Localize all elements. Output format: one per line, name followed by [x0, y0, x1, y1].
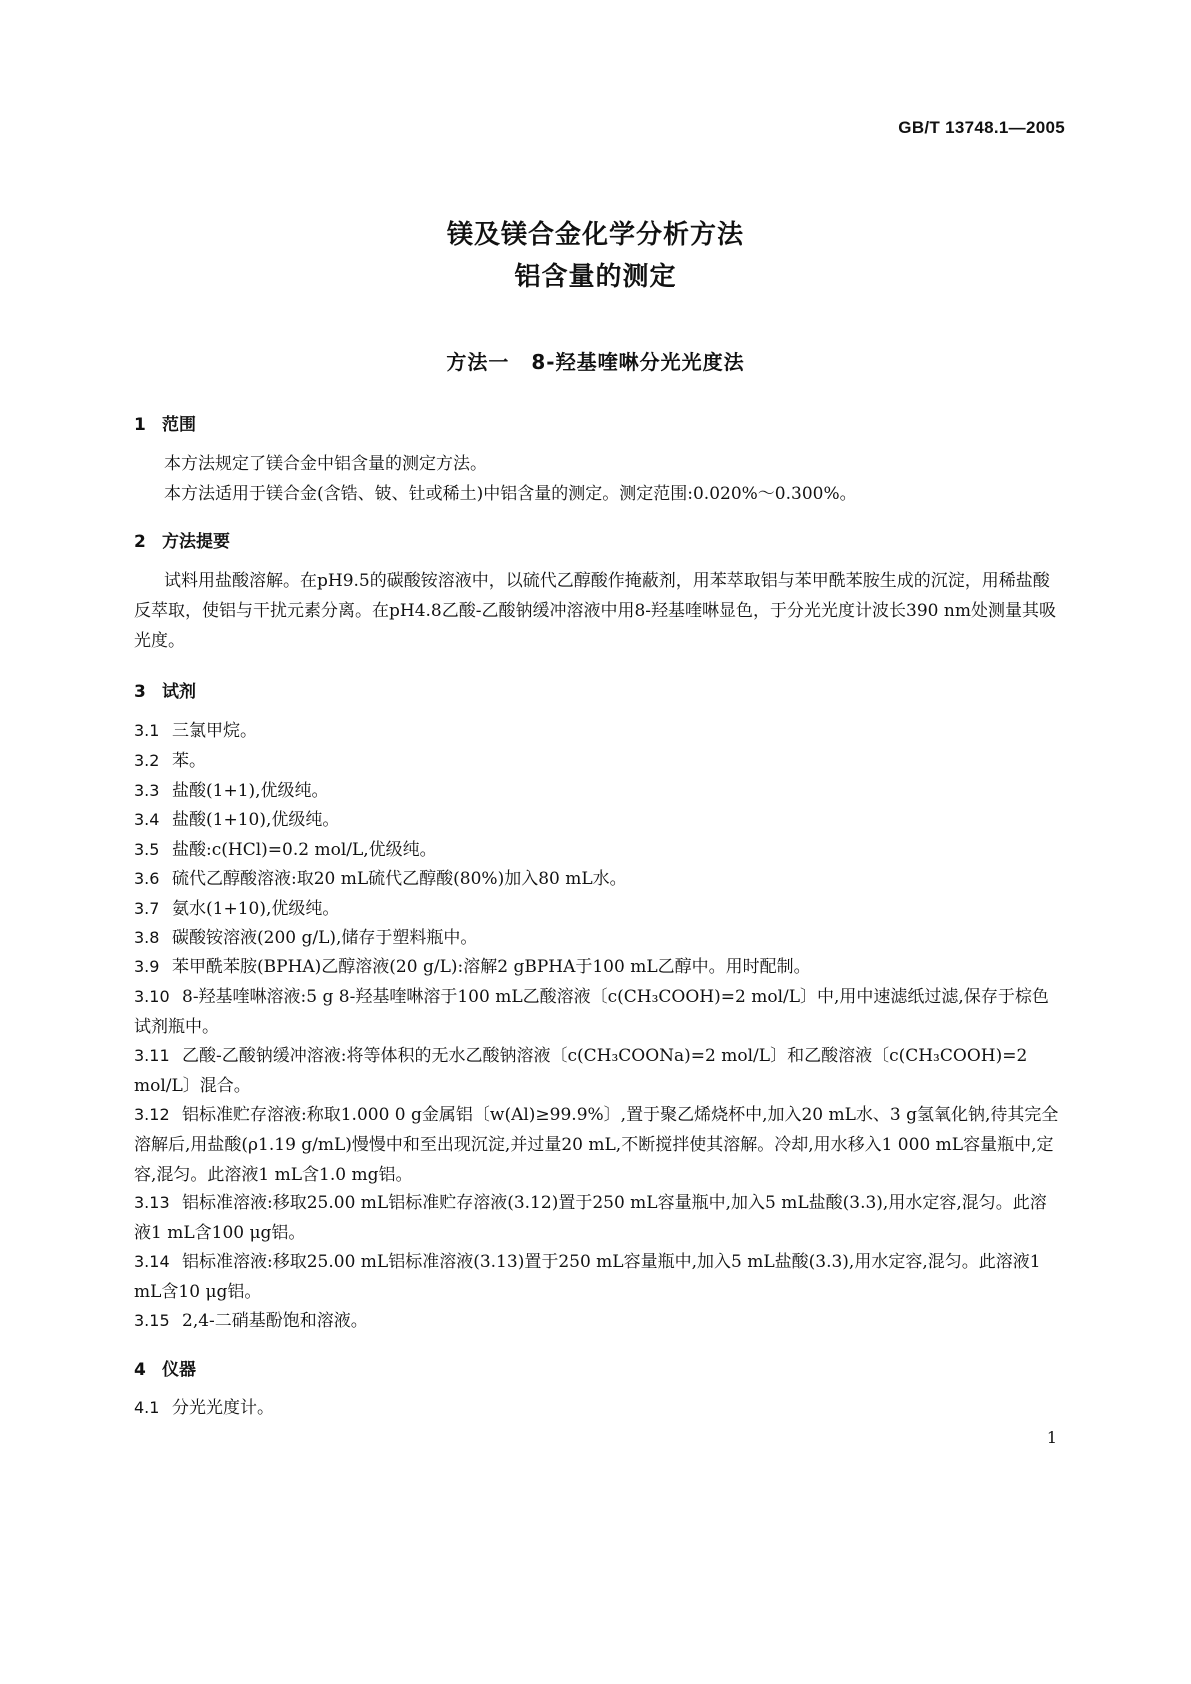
item-number: 3.3	[134, 781, 160, 800]
item-number: 3.8	[134, 928, 160, 947]
standard-code: GB/T 13748.1—2005	[898, 118, 1065, 137]
item-text: 铝标准贮存溶液:称取1.000 0 g金属铝〔w(Al)≥99.9%〕,置于聚乙烯烧杯中,加入20 mL水、3 g氢氧化钠,待其完全溶解后,用盐酸(ρ1.19 g/mL)慢慢中和至出现沉淀,并过量20 mL,不断搅拌使其溶解。冷却,用水移入1 000 mL容量瓶中,定容,混匀。此溶液1 mL含1.0 mg铝。	[134, 1105, 1059, 1185]
item-number: 3.9	[134, 957, 160, 976]
item-number: 3.15	[134, 1311, 170, 1330]
section-heading-reagents	[134, 677, 196, 702]
list-item	[134, 1100, 1059, 1190]
item-text: 碳酸铵溶液(200 g/L),储存于塑料瓶中。	[172, 928, 478, 948]
method-label: 方法一	[446, 350, 510, 374]
list-item	[134, 923, 1059, 953]
section-number: 1	[134, 415, 146, 435]
item-number: 3.4	[134, 810, 160, 829]
section-number: 4	[134, 1360, 146, 1380]
list-item	[134, 716, 1059, 746]
item-text: 8-羟基喹啉溶液:5 g 8-羟基喹啉溶于100 mL乙酸溶液〔c(CH₃COOH)=2 mol/L〕中,用中速滤纸过滤,保存于棕色试剂瓶中。	[134, 987, 1049, 1037]
method-name: 8-羟基喹啉分光光度法	[531, 350, 745, 374]
item-text: 硫代乙醇酸溶液:取20 mL硫代乙醇酸(80%)加入80 mL水。	[172, 869, 627, 889]
list-item	[134, 1247, 1059, 1307]
item-number: 4.1	[134, 1398, 160, 1417]
list-item	[134, 864, 1059, 894]
item-number: 3.12	[134, 1105, 170, 1124]
list-item	[134, 835, 1059, 865]
page-number: 1	[1046, 1428, 1057, 1447]
list-item	[134, 776, 1059, 806]
section-number: 2	[134, 532, 146, 552]
item-number: 3.2	[134, 751, 160, 770]
paragraph: 本方法规定了镁合金中铝含量的测定方法。	[164, 454, 487, 474]
item-number: 3.11	[134, 1046, 170, 1065]
item-number: 3.1	[134, 721, 160, 740]
section-title: 试剂	[162, 682, 196, 702]
item-number: 3.5	[134, 840, 160, 859]
item-text: 乙酸-乙酸钠缓冲溶液:将等体积的无水乙酸钠溶液〔c(CH₃COONa)=2 mol/L〕和乙酸溶液〔c(CH₃COOH)=2 mol/L〕混合。	[134, 1046, 1028, 1096]
section-heading-principle	[134, 527, 230, 552]
section-title: 方法提要	[162, 532, 230, 552]
item-text: 盐酸(1+10),优级纯。	[172, 810, 340, 830]
item-number: 3.7	[134, 899, 160, 918]
section-heading-scope	[134, 410, 196, 435]
list-item	[134, 1306, 1059, 1336]
item-text: 铝标准溶液:移取25.00 mL铝标准贮存溶液(3.12)置于250 mL容量瓶中,加入5 mL盐酸(3.3),用水定容,混匀。此溶液1 mL含100 μg铝。	[134, 1193, 1047, 1243]
paragraph: 本方法适用于镁合金(含锆、铍、钍或稀土)中铝含量的测定。测定范围:0.020%～0.300%。	[164, 484, 857, 504]
item-number: 3.13	[134, 1193, 170, 1212]
item-text: 盐酸(1+1),优级纯。	[172, 781, 329, 801]
section-title: 范围	[162, 415, 196, 435]
item-text: 盐酸:c(HCl)=0.2 mol/L,优级纯。	[172, 840, 437, 860]
section-title: 仪器	[162, 1360, 196, 1380]
list-item	[134, 894, 1059, 924]
item-text: 氨水(1+10),优级纯。	[172, 899, 340, 919]
method-heading	[0, 346, 1191, 375]
list-item	[134, 805, 1059, 835]
item-number: 3.6	[134, 869, 160, 888]
item-text: 苯甲酰苯胺(BPHA)乙醇溶液(20 g/L):溶解2 gBPHA于100 mL乙醇中。用时配制。	[172, 957, 811, 977]
list-item	[134, 1393, 1059, 1423]
section-heading-apparatus	[134, 1355, 196, 1380]
list-item	[134, 1188, 1059, 1248]
list-item	[134, 746, 1059, 776]
item-number: 3.14	[134, 1252, 170, 1271]
section-number: 3	[134, 682, 146, 702]
list-item	[134, 1041, 1059, 1101]
list-item	[134, 952, 1059, 982]
item-text: 2,4-二硝基酚饱和溶液。	[182, 1311, 368, 1331]
item-text: 分光光度计。	[172, 1398, 274, 1418]
list-item	[134, 982, 1059, 1042]
item-number: 3.10	[134, 987, 170, 1006]
item-text: 苯。	[172, 751, 206, 771]
paragraph: 试料用盐酸溶解。在pH9.5的碳酸铵溶液中，以硫代乙醇酸作掩蔽剂，用苯萃取铝与苯甲酰苯胺生成的沉淀，用稀盐酸反萃取，使铝与干扰元素分离。在pH4.8乙酸-乙酸钠缓冲溶液中用8-羟基喹啉显色，于分光光度计波长390 nm处测量其吸光度。	[134, 571, 1056, 651]
document-subtitle: 铝含量的测定	[514, 262, 677, 292]
item-text: 三氯甲烷。	[172, 721, 257, 741]
item-text: 铝标准溶液:移取25.00 mL铝标准溶液(3.13)置于250 mL容量瓶中,加入5 mL盐酸(3.3),用水定容,混匀。此溶液1 mL含10 μg铝。	[134, 1252, 1041, 1302]
document-title: 镁及镁合金化学分析方法	[446, 220, 744, 250]
